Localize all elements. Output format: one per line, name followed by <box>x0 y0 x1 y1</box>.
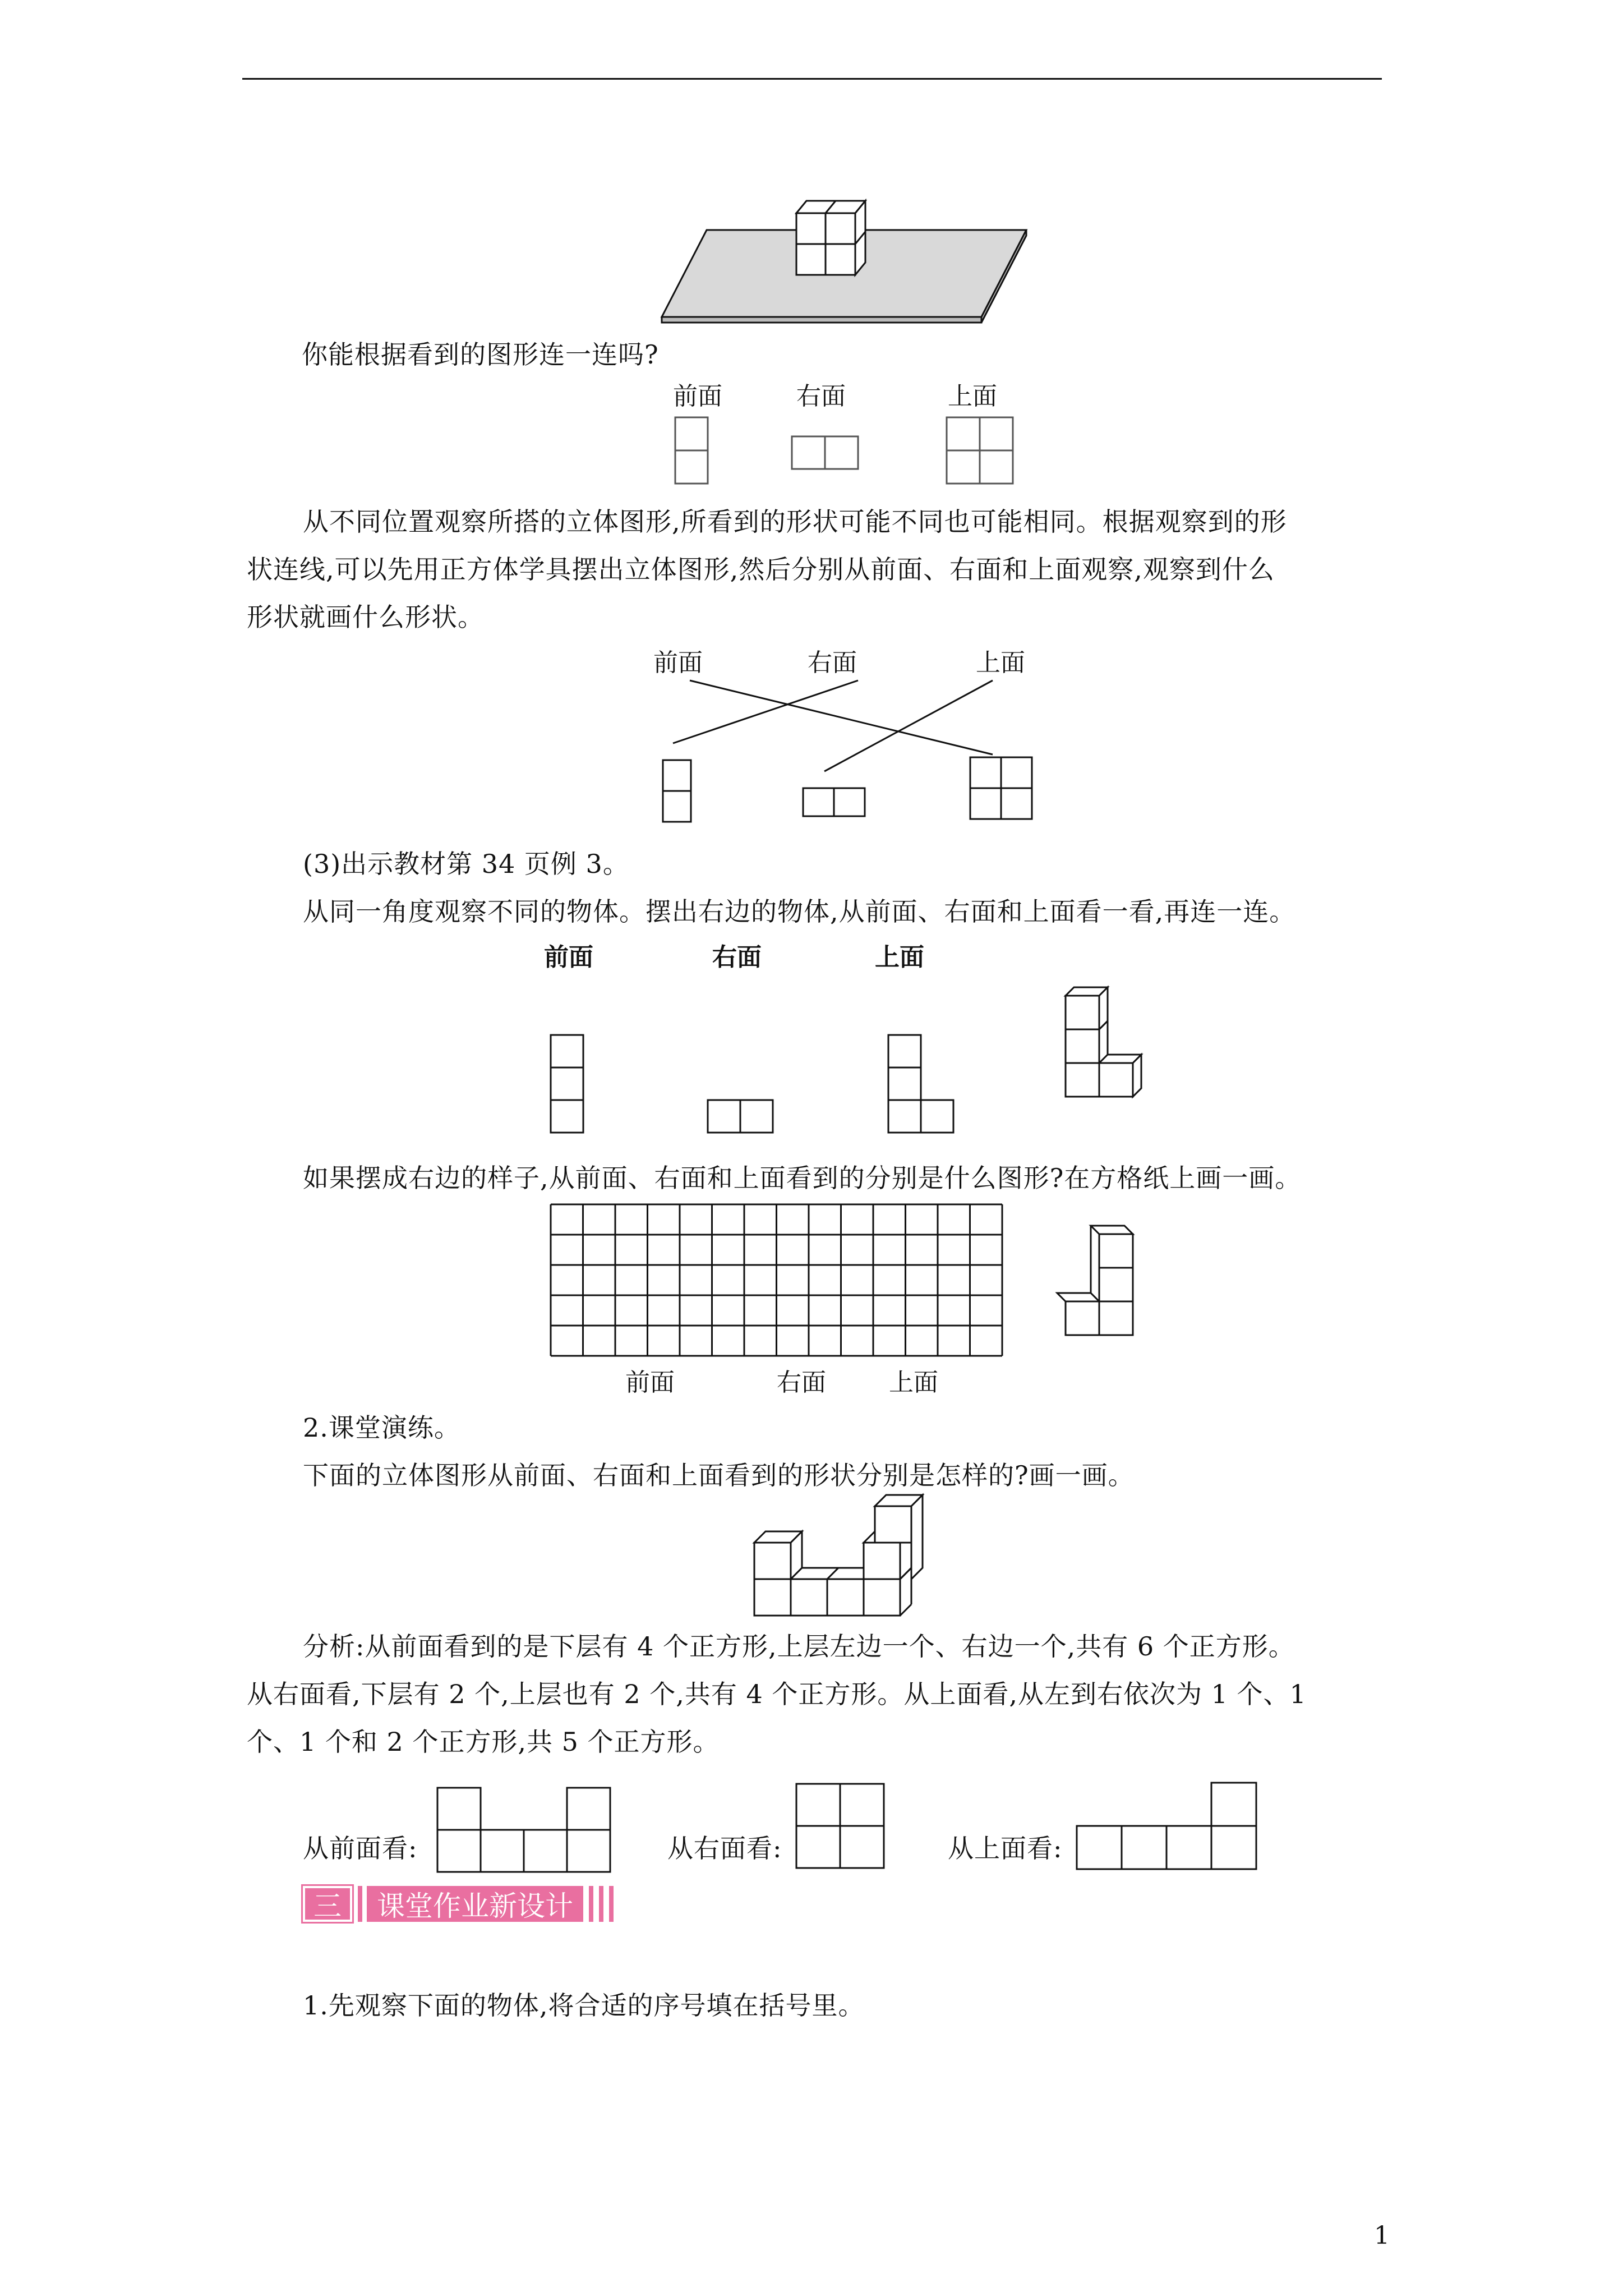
figure1-label-right: 右面 <box>796 382 846 411</box>
drawing-label-front: 前面 <box>625 1368 675 1397</box>
banner-stripe <box>609 1886 614 1922</box>
practice-text: 下面的立体图形从前面、右面和上面看到的形状分别是怎样的?画一画。 <box>303 1460 1135 1490</box>
figure1-label-front: 前面 <box>673 382 722 411</box>
view-top-label: 从上面看: <box>948 1833 1063 1864</box>
practice-title: 2.课堂演练。 <box>303 1412 460 1443</box>
section-number: 三 <box>303 1886 352 1922</box>
figure1-label-top: 上面 <box>948 382 997 411</box>
figure2-connection-diagram <box>656 676 1049 827</box>
board-cube-illustration <box>662 196 1032 325</box>
paragraph1-line2: 状连线,可以先用正方体学具摆出立体图形,然后分别从前面、右面和上面观察,观察到什么 <box>247 554 1275 585</box>
section-title: 课堂作业新设计 <box>367 1886 583 1922</box>
figure1-question: 你能根据看到的图形连一连吗? <box>302 339 659 370</box>
analysis-line1: 分析:从前面看到的是下层有 4 个正方形,上层左边一个、右边一个,共有 6 个正方形。 <box>303 1631 1295 1662</box>
example3-title: (3)出示教材第 34 页例 3。 <box>303 849 629 879</box>
example3-label-right: 右面 <box>712 943 762 972</box>
analysis-line2: 从右面看,下层有 2 个,上层也有 2 个,共有 4 个正方形。从上面看,从左到右依次为 1 个、1 <box>247 1679 1307 1709</box>
figure2-label-front: 前面 <box>653 648 703 677</box>
banner-stripe <box>599 1886 603 1922</box>
drawing-text: 如果摆成右边的样子,从前面、右面和上面看到的分别是什么图形?在方格纸上画一画。 <box>303 1163 1302 1193</box>
paragraph1-line1: 从不同位置观察所搭的立体图形,所看到的形状可能不同也可能相同。根据观察到的形 <box>303 507 1287 537</box>
practice-figure <box>751 1495 942 1618</box>
example3-label-top: 上面 <box>875 943 924 972</box>
view-top-drawing <box>1074 1781 1265 1871</box>
view-right-drawing <box>794 1781 889 1871</box>
paragraph1-line3: 形状就画什么形状。 <box>247 602 484 632</box>
section-banner <box>303 1886 614 1922</box>
banner-stripe <box>358 1886 362 1922</box>
view-right-label: 从右面看: <box>667 1833 782 1864</box>
example3-text: 从同一角度观察不同的物体。摆出右边的物体,从前面、右面和上面看一看,再连一连。 <box>303 896 1296 927</box>
view-front-label: 从前面看: <box>303 1833 418 1864</box>
page-number: 1 <box>1374 2221 1390 2250</box>
drawing-object-figure <box>1060 1217 1150 1341</box>
view-front-drawing <box>435 1784 614 1874</box>
exercise1-text: 1.先观察下面的物体,将合适的序号填在括号里。 <box>303 1990 865 2021</box>
grid-paper <box>550 1203 998 1358</box>
analysis-line3: 个、1 个和 2 个正方形,共 5 个正方形。 <box>247 1727 720 1757</box>
drawing-label-top: 上面 <box>889 1368 938 1397</box>
figure1-views <box>673 415 1021 488</box>
drawing-label-right: 右面 <box>777 1368 826 1397</box>
figure2-label-top: 上面 <box>976 648 1025 677</box>
example3-label-front: 前面 <box>544 943 593 972</box>
banner-stripe <box>589 1886 593 1922</box>
header-rule <box>242 78 1382 80</box>
example3-figure <box>544 979 1155 1136</box>
figure2-label-right: 右面 <box>808 648 857 677</box>
